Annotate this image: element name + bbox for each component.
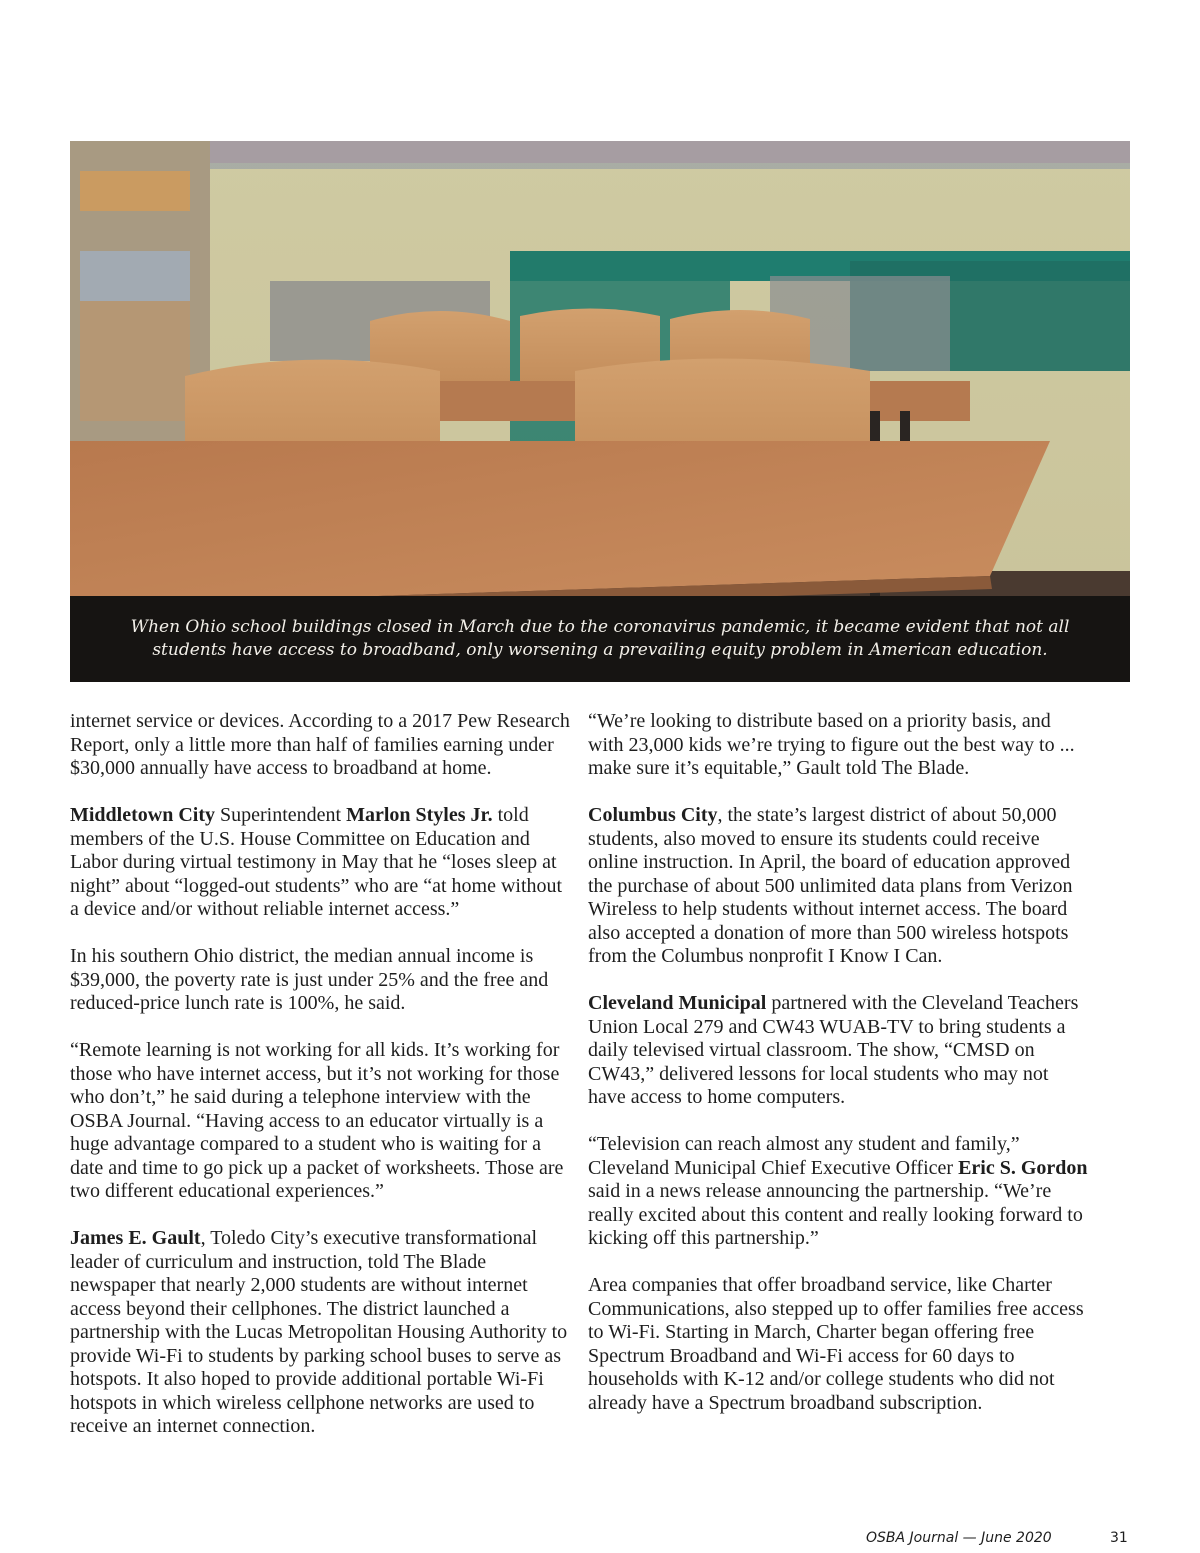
photo-caption: When Ohio school buildings closed in March due to the coronavirus pandemic, it became evident that not all students have access to broadband, only worsening a prevailing equity problem in American education. xyxy=(130,617,1070,660)
paragraph xyxy=(588,1133,1088,1251)
bold-name: Marlon Styles Jr. xyxy=(346,804,493,826)
paragraph xyxy=(70,1227,570,1439)
article-right-column xyxy=(588,710,1088,1439)
bold-name: Eric S. Gordon xyxy=(958,1156,1088,1179)
text-run: told members of the U.S. House Committee on Education and Labor during virtual testimony in May that he “loses sleep at night” about “logged-out students” who are “at home without a device and/or without reliable internet access.” xyxy=(70,804,563,920)
paragraph: “Remote learning is not working for all kids. It’s working for those who have internet access, but it’s not working for those who don’t,” he said during a telephone interview with the OSBA Journal. “Having access to an educator virtually is a huge advantage compared to a student who is waiting for a date and time to go pick up a packet of worksheets. Those are two different educational experiences.” xyxy=(70,1039,564,1202)
paragraph: “We’re looking to distribute based on a priority basis, and with 23,000 kids we’re trying to figure out the best way to ... make sure it’s equitable,” Gault told The Blade. xyxy=(588,710,1075,779)
text-run: Superintendent xyxy=(215,804,347,826)
footer-page-number: 31 xyxy=(1110,1530,1128,1546)
paragraph: Area companies that offer broadband service, like Charter Communications, also stepped up to offer families free access to Wi-Fi. Starting in March, Charter began offering free Spectrum Broadband and Wi-Fi access for 60 days to households with K-12 and/or college students who did not already have a Spectrum broadband subscription. xyxy=(588,1274,1084,1414)
paragraph xyxy=(588,992,1088,1110)
text-run: , Toledo City’s executive transformational leader of curriculum and instruction, told The Blade newspaper that nearly 2,000 students are without internet access beyond their cellphones. The district launched a partnership with the Lucas Metropolitan Housing Authority to provide Wi-Fi to students by parking school buses to serve as hotspots. It also hoped to provide additional portable Wi-Fi hotspots in which wireless cellphone networks are used to receive an internet connection. xyxy=(70,1227,568,1437)
article-left-column xyxy=(70,710,570,1462)
paragraph xyxy=(70,804,570,922)
text-run: said in a news release announcing the partnership. “We’re really excited about this content and really looking forward to kicking off this partnership.” xyxy=(588,1180,1083,1249)
text-run: “Television can reach almost any student and family,” Cleveland Municipal Chief Executive Officer xyxy=(588,1133,1020,1179)
text-run: , the state’s largest district of about 50,000 students, also moved to ensure its students could receive online instruction. In April, the board of education approved the purchase of about 500 unlimited data plans from Verizon Wireless to help students without internet access. The board also accepted a donation of more than 500 wireless hotspots from the Columbus nonprofit I Know I Can. xyxy=(588,804,1073,967)
text-run: partnered with the Cleveland Teachers Union Local 279 and CW43 WUAB-TV to bring students a daily televised virtual classroom. The show, “CMSD on CW43,” delivered lessons for local students who may not have access to home computers. xyxy=(588,992,1079,1108)
paragraph: In his southern Ohio district, the median annual income is $39,000, the poverty rate is just under 25% and the free and reduced-price lunch rate is 100%, he said. xyxy=(70,945,549,1014)
bold-name: Cleveland Municipal xyxy=(588,992,767,1014)
photo-caption-bar xyxy=(70,596,1130,682)
paragraph xyxy=(588,804,1088,969)
bold-name: James E. Gault xyxy=(70,1227,201,1249)
footer-journal-title: OSBA Journal — June 2020 xyxy=(866,1530,1052,1546)
bold-name: Columbus City xyxy=(588,804,718,826)
paragraph: internet service or devices. According to a 2017 Pew Research Report, only a little more than half of families earning under $30,000 annually have access to broadband at home. xyxy=(70,710,570,779)
bold-name: Middletown City xyxy=(70,804,215,826)
